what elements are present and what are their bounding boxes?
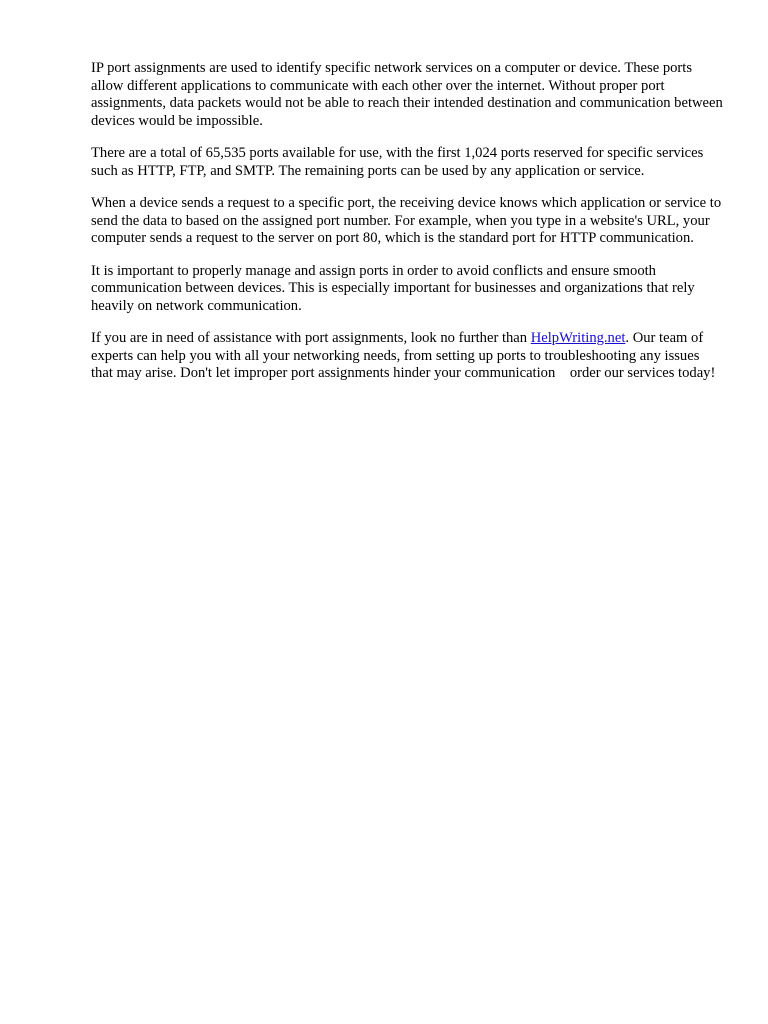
document-body [91, 60, 723, 398]
paragraph-assistance [91, 330, 723, 383]
assistance-text-before-link: If you are in need of assistance with port assignments, look no further than [91, 330, 531, 346]
assistance-text-after-link: . Our team of experts can help you with all your networking needs, from setting up ports to troubleshooting any issues that may arise. Don't let improper port assignments hinder your communication order our services today! [91, 330, 716, 381]
paragraph-intro: IP port assignments are used to identify specific network services on a computer or device. These ports allow different applications to communicate with each other over the internet. Without proper port assignments, data packets would not be able to reach their intended destination and communication between devices would be impossible. [91, 60, 723, 129]
paragraph-port-request: When a device sends a request to a specific port, the receiving device knows which application or service to send the data to based on the assigned port number. For example, when you type in a website's URL, your computer sends a request to the server on port 80, which is the standard port for HTTP communication. [91, 195, 722, 246]
paragraph-port-count: There are a total of 65,535 ports available for use, with the first 1,024 ports reserved for specific services such as HTTP, FTP, and SMTP. The remaining ports can be used by any application or service. [91, 145, 704, 179]
helpwriting-link[interactable]: HelpWriting.net [530, 330, 626, 346]
paragraph-port-management: It is important to properly manage and assign ports in order to avoid conflicts and ensure smooth communication between devices. This is especially important for businesses and organizations that rely heavily on network communication. [91, 262, 695, 314]
